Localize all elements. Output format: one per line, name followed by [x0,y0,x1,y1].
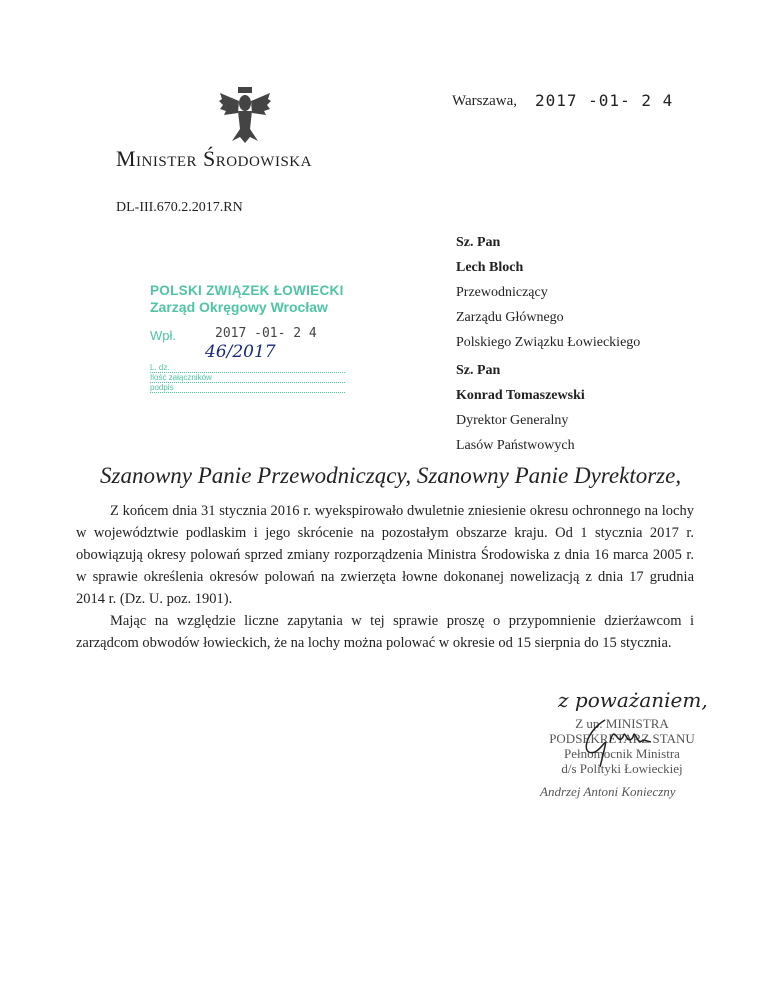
stamp-attachments-label: Ilość załączników [150,373,345,383]
recipient-salutation: Sz. Pan [456,363,501,378]
reference-number: DL-III.670.2.2017.RN [116,200,243,215]
letter-body [76,500,694,654]
letter-date-stamp: 2017 -01- 2 4 [535,91,674,110]
polish-eagle-emblem-icon [218,85,272,145]
stamp-signature-label: podpis [150,383,345,393]
stamp-line: Pełnomocnik Ministra [564,746,680,761]
stamp-ldz-label: L. dz. [150,363,345,373]
recipient-line: Polskiego Związku Łowieckiego [456,335,641,350]
stamp-wpl-label: Wpł. [150,328,176,343]
signatory-name: Andrzej Antoni Konieczny [540,784,676,799]
body-paragraph: Z końcem dnia 31 stycznia 2016 r. wyekspirowało dwuletnie zniesienie okresu ochronnego na lochy w województwie podlaskim i jego skrócenie na pozostałym obszarze kraju. Od 1 stycznia 2017 r. obowiązują okresy polowań sprzed zmiany rozporządzenia Ministra Środowiska z dnia 16 marca 2005 r. w sprawie określenia okresów polowań na zwierzęta łowne dokonanej nowelizacją z dnia 17 grudnia 2014 r. (Dz. U. poz. 1901). [76,503,694,607]
recipient-line: Zarządu Głównego [456,310,564,325]
recipient-name: Lech Bloch [456,260,524,275]
recipient-1 [456,230,640,355]
stamp-wpl-date: 2017 -01- 2 4 [215,326,317,341]
letterhead-title: Minister Środowiska [116,146,312,171]
stamp-line: PODSEKRETARZ STANU [549,731,695,746]
recipient-name: Konrad Tomaszewski [456,388,585,403]
handwritten-salutation: Szanowny Panie Przewodniczący, Szanowny Panie Dyrektorze, [100,463,682,488]
stamp-org: POLSKI ZWIĄZEK ŁOWIECKI [150,283,344,298]
stamp-line: Z up. MINISTRA [575,716,669,731]
stamp-line: d/s Polityki Łowieckiej [561,761,683,776]
handwritten-closing: z poważaniem, [558,688,708,712]
recipient-salutation: Sz. Pan [456,235,501,250]
recipient-line: Dyrektor Generalny [456,413,569,428]
receipt-stamp [150,282,350,392]
stamp-ldz-value: 46/2017 [205,342,276,362]
signature-icon [575,712,655,772]
recipient-line: Lasów Państwowych [456,438,575,453]
recipient-2 [456,358,585,458]
recipient-line: Przewodniczący [456,285,548,300]
stamp-unit: Zarząd Okręgowy Wrocław [150,299,328,315]
body-paragraph: Mając na względzie liczne zapytania w tej sprawie proszę o przypomnienie dzierżawcom i zarządcom obwodów łowieckich, że na lochy można polować w okresie od 15 sierpnia do 15 stycznia. [76,613,694,651]
letter-place: Warszawa, [452,93,518,109]
